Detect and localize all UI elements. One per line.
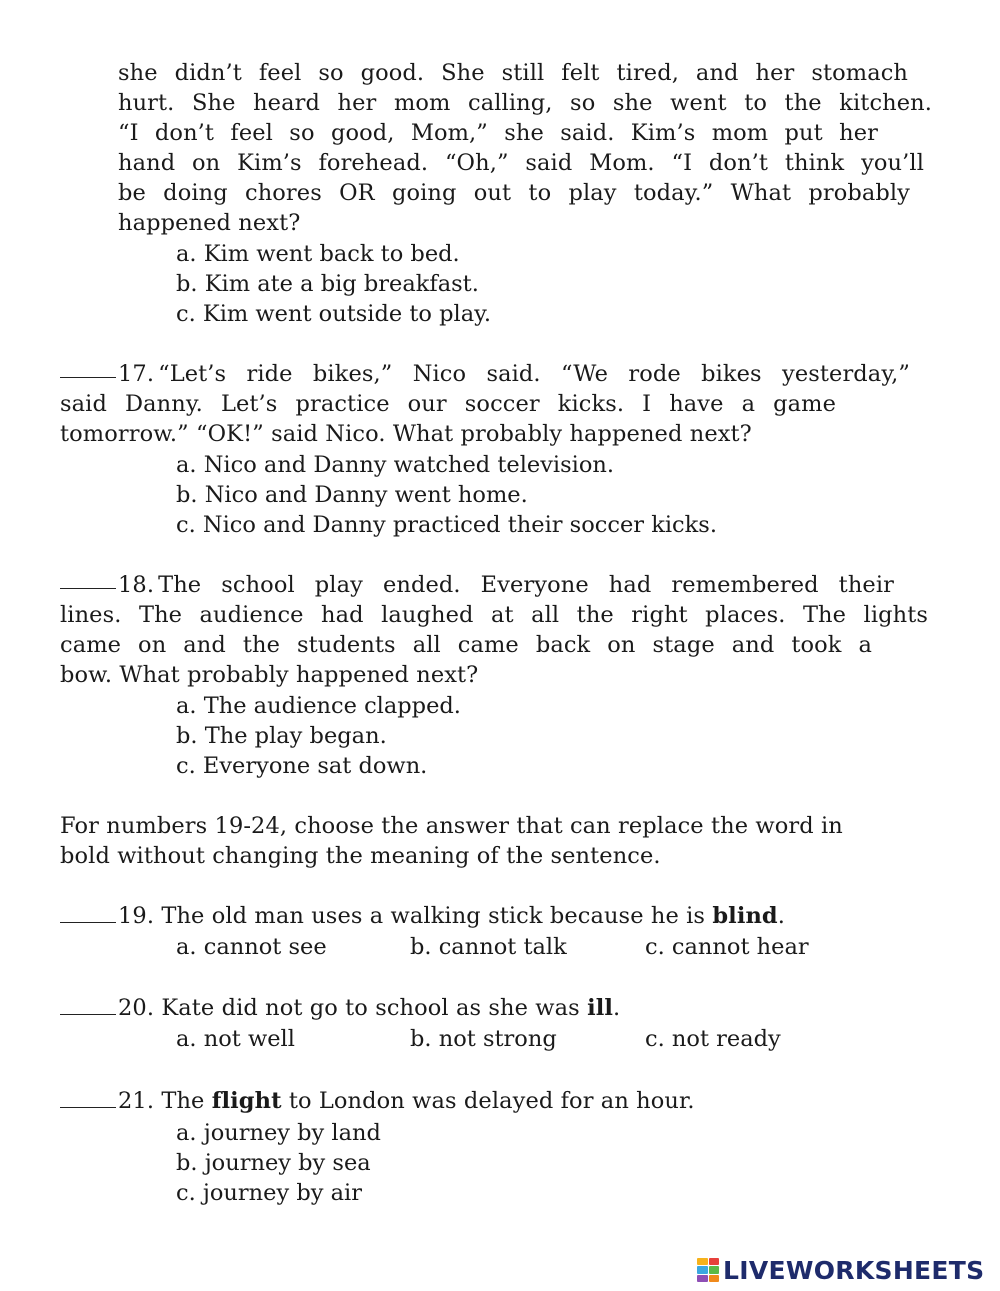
q17-option-b: b. Nico and Danny went home. [176,482,528,508]
q16-option-b: b. Kim ate a big breakfast. [176,271,479,297]
q17-option-c: c. Nico and Danny practiced their soccer kicks. [176,512,717,538]
q19-question [60,901,785,931]
logo-tile [709,1275,720,1282]
q16-line-4: hand on Kim’s forehead. “Oh,” said Mom. “I don’t think you’ll [118,150,924,176]
q21-option-a: a. journey by land [176,1120,381,1146]
q21-question [60,1086,695,1116]
q19-number: 19. [118,903,155,929]
q17-option-a: a. Nico and Danny watched television. [176,452,615,478]
q18-option-a: a. The audience clapped. [176,693,461,719]
q20-text-after: . [613,995,621,1021]
q20-option-c: c. not ready [645,1026,781,1052]
q20-option-a: a. not well [176,1026,295,1052]
q16-line-6: happened next? [118,210,301,236]
q17-line-2: said Danny. Let’s practice our soccer kicks. I have a game [60,391,836,417]
q18-option-b: b. The play began. [176,723,387,749]
q16-line-1: she didn’t feel so good. She still felt tired, and her stomach [118,60,908,86]
q19-option-a: a. cannot see [176,934,327,960]
instructions-line-1: For numbers 19-24, choose the answer that can replace the word in [60,813,843,839]
q17-line-3: tomorrow.” “OK!” said Nico. What probably happened next? [60,421,752,447]
q19-answer-blank[interactable] [60,904,116,923]
liveworksheets-logo-text: LIVEWORKSHEETS [723,1255,985,1285]
q20-option-b: b. not strong [410,1026,557,1052]
q20-answer-blank[interactable] [60,996,116,1015]
q17-number: 17. [118,361,155,387]
q20-question [60,993,620,1023]
logo-tile [697,1266,708,1273]
q18-line-4: bow. What probably happened next? [60,662,479,688]
q19-text-after: . [777,903,786,929]
q16-line-5: be doing chores OR going out to play today.” What probably [118,180,910,206]
q19-option-b: b. cannot talk [410,934,567,960]
q18-number: 18. [118,572,155,598]
q16-option-c: c. Kim went outside to play. [176,301,491,327]
q17-line-1-row [60,359,910,389]
q21-option-b: b. journey by sea [176,1150,371,1176]
q16-line-2: hurt. She heard her mom calling, so she went to the kitchen. [118,90,932,116]
q21-number: 21. [118,1088,155,1114]
q20-text-before: Kate did not go to school as she was [154,995,588,1021]
q18-answer-blank[interactable] [60,570,116,589]
liveworksheets-logo-icon [697,1258,719,1282]
q21-bold-word: flight [211,1088,282,1114]
q19-text-before: The old man uses a walking stick because he is [154,903,713,929]
logo-tile [709,1258,720,1265]
q21-text-before: The [154,1088,212,1114]
q18-line-1: The school play ended. Everyone had remembered their [158,572,894,598]
q18-line-2: lines. The audience had laughed at all the right places. The lights [60,602,928,628]
q21-option-c: c. journey by air [176,1180,362,1206]
q21-answer-blank[interactable] [60,1089,116,1108]
q19-bold-word: blind [712,903,778,929]
q20-number: 20. [118,995,155,1021]
logo-tile [709,1266,720,1273]
q16-option-a: a. Kim went back to bed. [176,241,460,267]
q17-line-1: “Let’s ride bikes,” Nico said. “We rode bikes yesterday,” [158,361,910,387]
q17-answer-blank[interactable] [60,359,116,378]
liveworksheets-logo [697,1256,984,1284]
q20-bold-word: ill [587,995,614,1021]
q18-option-c: c. Everyone sat down. [176,753,428,779]
q21-text-after: to London was delayed for an hour. [281,1088,695,1114]
q16-line-3: “I don’t feel so good, Mom,” she said. Kim’s mom put her [118,120,878,146]
q18-line-1-row [60,570,894,600]
q19-option-c: c. cannot hear [645,934,809,960]
logo-tile [697,1275,708,1282]
instructions-line-2: bold without changing the meaning of the sentence. [60,843,661,869]
logo-tile [697,1258,708,1265]
q18-line-3: came on and the students all came back on stage and took a [60,632,872,658]
